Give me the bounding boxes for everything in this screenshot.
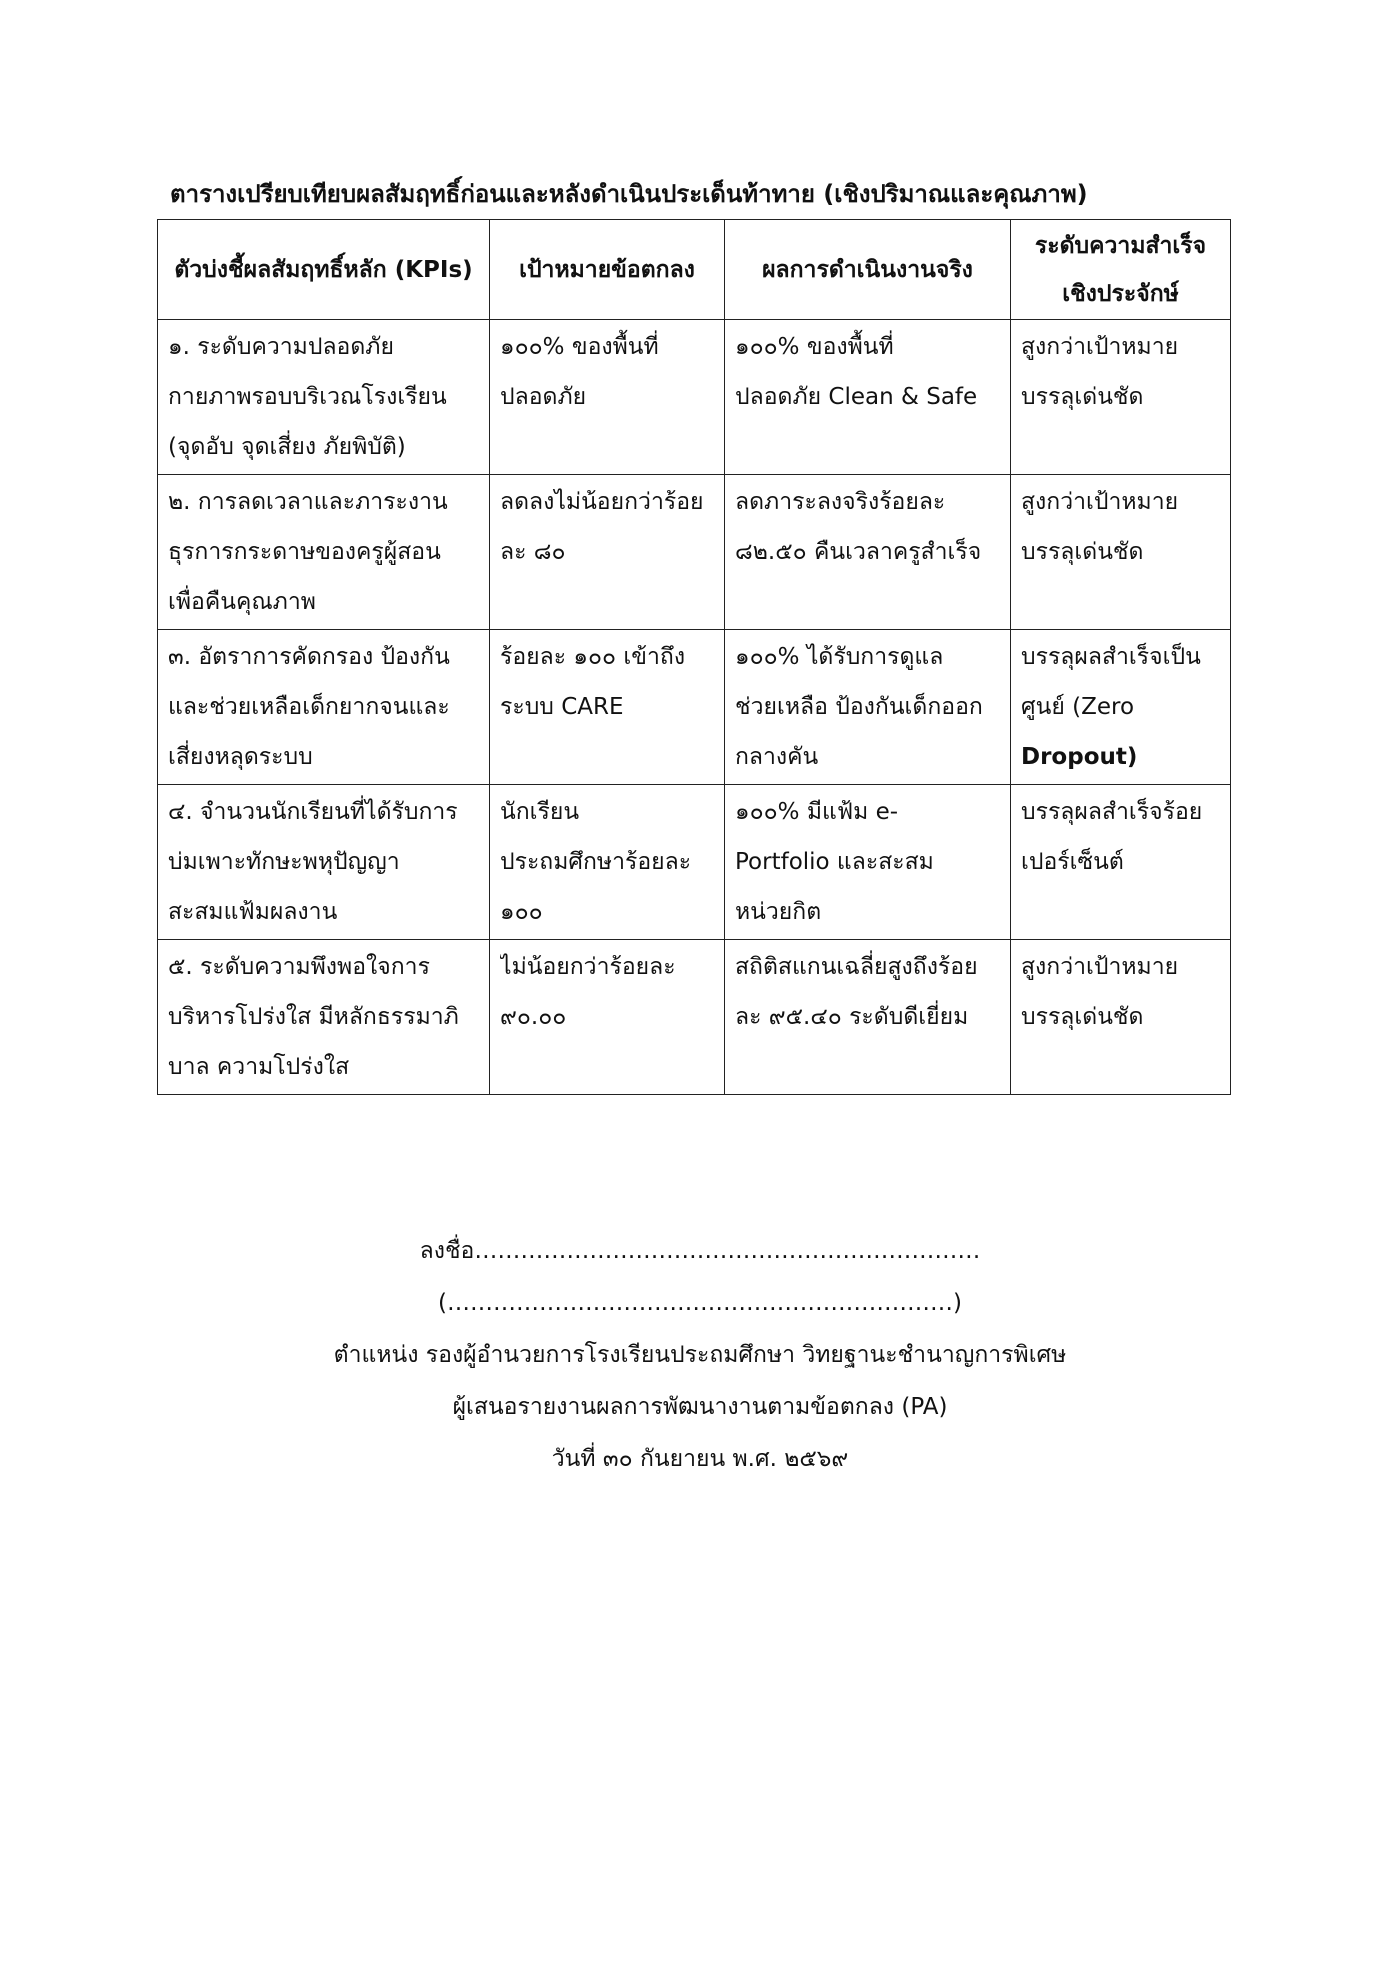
cell-line: ปลอดภัย xyxy=(500,384,587,410)
cell-line: บาล ความโปร่งใส xyxy=(168,1054,350,1080)
signature-block xyxy=(0,1225,1400,1485)
cell-line: ลดลงไม่น้อยกว่าร้อย xyxy=(500,489,704,515)
table-row xyxy=(158,785,1231,940)
cell-line: บ่มเพาะทักษะพหุปัญญา xyxy=(168,849,400,875)
cell-target xyxy=(490,940,725,1095)
cell-line: ลดภาระลงจริงร้อยละ xyxy=(735,489,946,515)
cell-success xyxy=(1011,630,1231,785)
cell-line: บรรลุเด่นชัด xyxy=(1021,384,1144,410)
signature-name-line: (…………………………………………………………) xyxy=(438,1290,962,1316)
header-result-text: ผลการดำเนินงานจริง xyxy=(762,256,973,283)
cell-kpi xyxy=(158,320,490,475)
cell-line: ๓. อัตราการคัดกรอง ป้องกัน xyxy=(168,644,450,670)
cell-result xyxy=(725,630,1011,785)
cell-line: บรรลุผลสำเร็จเป็น xyxy=(1021,644,1201,670)
cell-line: บรรลุผลสำเร็จร้อย xyxy=(1021,799,1203,825)
cell-line: หน่วยกิต xyxy=(735,899,822,925)
cell-line: ละ ๙๕.๔๐ ระดับดีเยี่ยม xyxy=(735,1004,969,1030)
cell-success xyxy=(1011,320,1231,475)
cell-result xyxy=(725,320,1011,475)
table-header-row xyxy=(158,220,1231,320)
header-target-text: เป้าหมายข้อตกลง xyxy=(519,256,695,283)
kpi-comparison-table xyxy=(157,219,1231,1095)
cell-line: นักเรียน xyxy=(500,799,580,825)
cell-line: เสี่ยงหลุดระบบ xyxy=(168,744,313,770)
cell-line: ๕. ระดับความพึงพอใจการ xyxy=(168,954,430,980)
cell-line: ๑๐๐% ได้รับการดูแล xyxy=(735,644,944,670)
header-result xyxy=(725,220,1011,320)
signature-line: ลงชื่อ………………………………………………………… xyxy=(419,1238,981,1264)
cell-line: กลางคัน xyxy=(735,744,819,770)
cell-line: ศูนย์ (Zero xyxy=(1021,694,1135,720)
cell-line: ๑๐๐% มีแฟ้ม e- xyxy=(735,799,899,825)
cell-kpi xyxy=(158,475,490,630)
cell-line: บรรลุเด่นชัด xyxy=(1021,539,1144,565)
cell-line: ๑. ระดับความปลอดภัย xyxy=(168,334,394,360)
signature-role: ผู้เสนอรายงานผลการพัฒนางานตามข้อตกลง (PA) xyxy=(452,1394,948,1420)
header-success-text-1: ระดับความสำเร็จ xyxy=(1034,232,1207,259)
cell-target xyxy=(490,785,725,940)
cell-line: ๑๐๐% ของพื้นที่ xyxy=(500,334,659,360)
cell-kpi xyxy=(158,940,490,1095)
cell-line: บรรลุเด่นชัด xyxy=(1021,1004,1144,1030)
cell-line: ๙๐.๐๐ xyxy=(500,1004,567,1030)
cell-kpi xyxy=(158,630,490,785)
cell-target xyxy=(490,320,725,475)
cell-line: และช่วยเหลือเด็กยากจนและ xyxy=(168,694,450,720)
cell-result xyxy=(725,475,1011,630)
signature-position: ตำแหน่ง รองผู้อำนวยการโรงเรียนประถมศึกษา วิทยฐานะชำนาญการพิเศษ xyxy=(333,1342,1067,1368)
cell-line: ๘๒.๕๐ คืนเวลาครูสำเร็จ xyxy=(735,539,982,565)
cell-line: ๒. การลดเวลาและภาระงาน xyxy=(168,489,448,515)
cell-target xyxy=(490,630,725,785)
cell-line: ไม่น้อยกว่าร้อยละ xyxy=(500,954,676,980)
cell-line: Portfolio และสะสม xyxy=(735,849,934,875)
signature-date: วันที่ ๓๐ กันยายน พ.ศ. ๒๕๖๙ xyxy=(551,1446,849,1472)
cell-line: ธุรการกระดาษของครูผู้สอน xyxy=(168,539,441,565)
cell-success xyxy=(1011,475,1231,630)
cell-line: เพื่อคืนคุณภาพ xyxy=(168,589,316,615)
table-row xyxy=(158,940,1231,1095)
table-row xyxy=(158,475,1231,630)
cell-line: (จุดอับ จุดเสี่ยง ภัยพิบัติ) xyxy=(168,434,406,460)
table-row xyxy=(158,630,1231,785)
cell-line: ๑๐๐% ของพื้นที่ xyxy=(735,334,894,360)
table-row xyxy=(158,320,1231,475)
header-kpi-text: ตัวบ่งชี้ผลสัมฤทธิ์หลัก (KPIs) xyxy=(174,256,473,283)
header-kpi xyxy=(158,220,490,320)
cell-line: ละ ๘๐ xyxy=(500,539,566,565)
cell-line: เปอร์เซ็นต์ xyxy=(1021,849,1124,875)
cell-line: สถิติสแกนเฉลี่ยสูงถึงร้อย xyxy=(735,954,978,980)
cell-line: ร้อยละ ๑๐๐ เข้าถึง xyxy=(500,644,686,670)
cell-line: ช่วยเหลือ ป้องกันเด็กออก xyxy=(735,694,983,720)
cell-line: บริหารโปร่งใส มีหลักธรรมาภิ xyxy=(168,1004,459,1030)
header-success-text-2: เชิงประจักษ์ xyxy=(1062,280,1179,307)
cell-line: ๔. จำนวนนักเรียนที่ได้รับการ xyxy=(168,799,458,825)
cell-line: สะสมแฟ้มผลงาน xyxy=(168,899,338,925)
cell-success xyxy=(1011,940,1231,1095)
cell-line: สูงกว่าเป้าหมาย xyxy=(1021,489,1179,515)
cell-kpi xyxy=(158,785,490,940)
cell-line: Dropout) xyxy=(1021,744,1138,770)
cell-line: ๑๐๐ xyxy=(500,899,543,925)
cell-line: ประถมศึกษาร้อยละ xyxy=(500,849,692,875)
cell-success xyxy=(1011,785,1231,940)
cell-line: ระบบ CARE xyxy=(500,694,624,720)
page-title: ตารางเปรียบเทียบผลสัมฤทธิ์ก่อนและหลังดำเนินประเด็นท้าทาย (เชิงปริมาณและคุณภาพ) xyxy=(170,180,1088,208)
cell-line: ปลอดภัย Clean & Safe xyxy=(735,384,978,410)
header-success xyxy=(1011,220,1231,320)
cell-line: กายภาพรอบบริเวณโรงเรียน xyxy=(168,384,447,410)
cell-target xyxy=(490,475,725,630)
cell-line: สูงกว่าเป้าหมาย xyxy=(1021,954,1179,980)
cell-result xyxy=(725,785,1011,940)
cell-line: สูงกว่าเป้าหมาย xyxy=(1021,334,1179,360)
header-target xyxy=(490,220,725,320)
cell-result xyxy=(725,940,1011,1095)
